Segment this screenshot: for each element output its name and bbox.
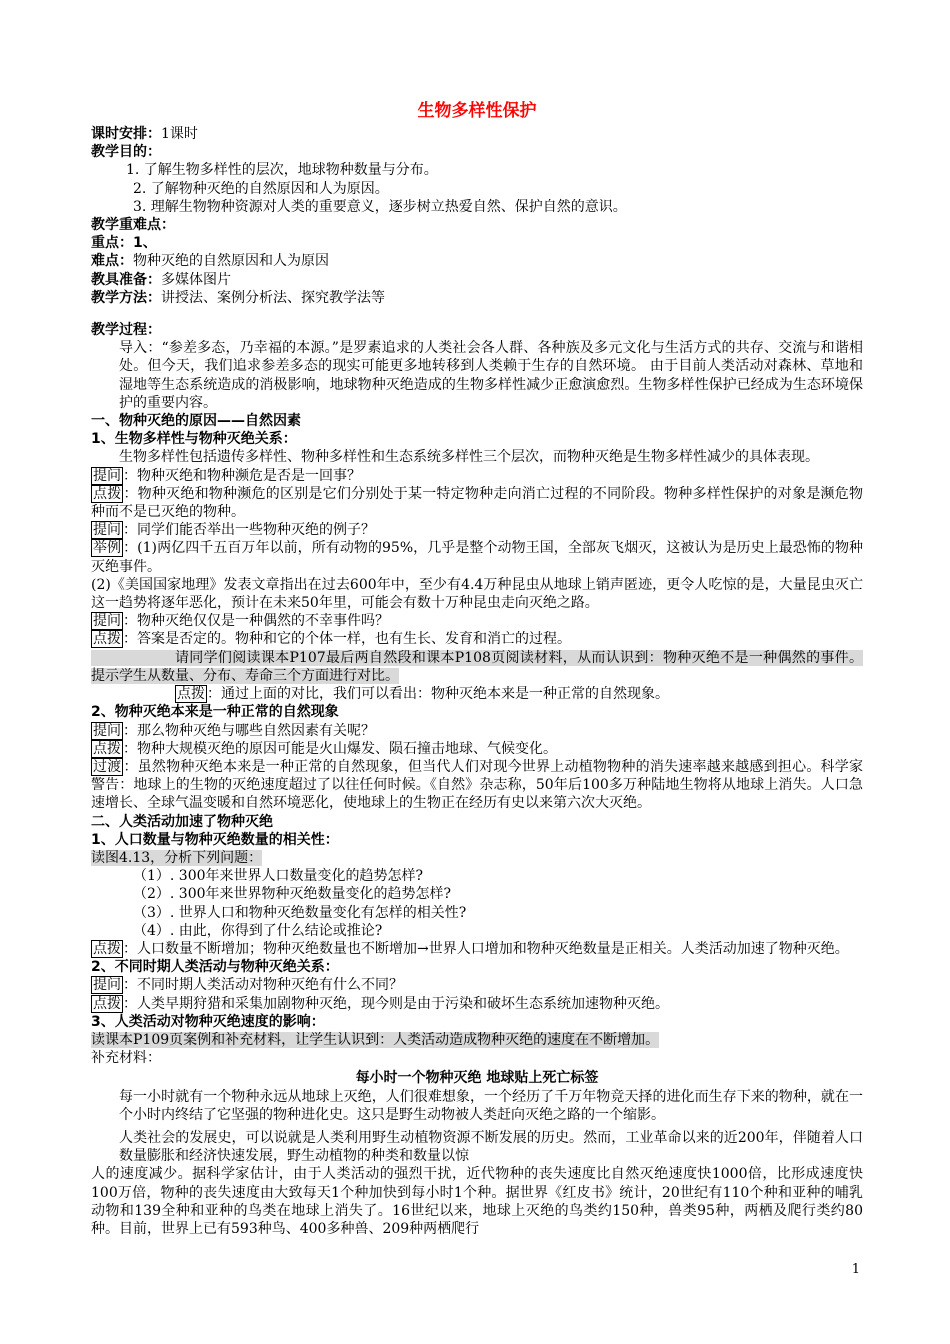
supplement-title: 每小时一个物种灭绝 地球贴上死亡标签 bbox=[355, 1070, 599, 1087]
objective-item: 3. 理解生物物种资源对人类的重要意义，逐步树立热爱自然、保护自然的意识。 bbox=[133, 198, 627, 215]
process-label: 教学过程： bbox=[91, 322, 161, 339]
section-1-title: 一、物种灭绝的原因——自然因素 bbox=[91, 413, 301, 430]
objective-item: 2. 了解物种灭绝的自然原因和人为原因。 bbox=[133, 180, 389, 197]
question-line: 提问 ：不同时期人类活动对物种灭绝有什么不同？ bbox=[93, 977, 403, 994]
intro-paragraph: 导入：“参差多态，乃幸福的本源。”是罗素追求的人类社会各人群、各种族及多元文化与生活方式的共存、交流与和谐相处。但今天，我们追求参差多态的现实可能更多地转移到人类赖于生存的自然环境。 由于目前人类活动对森林、草地和湿地等生态系统造成的消极影响，地球物种灭绝造成的生物多样性减少正愈演愈烈。生物多样性保护已经成为生态环境保护的重要内容。 bbox=[119, 340, 863, 411]
hint-line: 点拨 ：物种灭绝和物种濒危的区别是它们分别处于某一特定物种走向消亡过程的不同阶段。物种多样性保护的对象是濒危物种而不是已灭绝的物种。 bbox=[91, 485, 863, 521]
question-line: 提问 ：物种灭绝和物种濒危是否是一回事？ bbox=[93, 467, 361, 484]
section-1-sub-1: 1、生物多样性与物种灭绝关系： bbox=[91, 431, 297, 448]
example-line: 举例 ：(1)两亿四千五百万年以前，所有动物的95%，几乎是整个动物王国，全部灰飞烟灭，这被认为是历史上最恐怖的物种灭绝事件。 bbox=[91, 540, 863, 575]
hint-line: 点拨 ：通过上面的对比，我们可以看出：物种灭绝本来是一种正常的自然现象。 bbox=[177, 686, 669, 703]
section-2-title: 二、人类活动加速了物种灭绝 bbox=[91, 813, 273, 830]
page-number: 1 bbox=[851, 1262, 860, 1277]
example-line-2: (2)《美国国家地理》发表文章指出在过去600年中，至少有4.4万种昆虫从地球上销声匿迹，更令人吃惊的是，大量昆虫灭亡这一趋势将逐年恶化，预计在未来50年里，可能会有数十万种昆虫走向灭绝之路。 bbox=[91, 576, 863, 612]
objective-item: 1. 了解生物多样性的层次，地球物种数量与分布。 bbox=[126, 162, 438, 179]
section-2-sub-3: 3、人类活动对物种灭绝速度的影响： bbox=[91, 1013, 325, 1030]
supplement-paragraph: 每一小时就有一个物种永远从地球上灭绝，人们很难想象，一个经历了千万年物竞天择的进化而生存下来的物种，就在一个小时内终结了它坚强的物种进化史。这只是野生动物被人类赶向灭绝之路的一个缩影。 bbox=[119, 1088, 863, 1123]
supplement-paragraph: 人的速度减少。据科学家估计，由于人类活动的强烈干扰，近代物种的丧失速度比自然灭绝速度快1000倍，比形成速度快100万倍，物种的丧失速度由大致每天1个种加快到每小时1个种。据世界《红皮书》统计，20世纪有110个种和亚种的哺乳动物和139全种和亚种的鸟类在地球上消失了。16世纪以来，地球上灭绝的鸟类约150种，兽类95种，两栖及爬行类约80种。目前，世界上已有593种鸟、400多种兽、209种两栖爬行 bbox=[91, 1166, 863, 1237]
section-2-sub-1: 1、人口数量与物种灭绝数量的相关性： bbox=[91, 831, 339, 848]
supplement-paragraph: 人类社会的发展史，可以说就是人类利用野生动植物资源不断发展的历史。然而，工业革命以来的近200年，伴随着人口数量膨胀和经济快速发展，野生动植物的种类和数量以惊 bbox=[119, 1129, 863, 1165]
teaching-methods: 教学方法：讲授法、案例分析法、探究教学法等 bbox=[91, 289, 385, 306]
section-1-sub-2: 2、物种灭绝本来是一种正常的自然现象 bbox=[91, 704, 339, 721]
figure-question: （1）. 300年来世界人口数量变化的趋势怎样? bbox=[133, 868, 424, 885]
figure-question: （4）. 由此，你得到了什么结论或推论? bbox=[133, 922, 383, 939]
question-line: 提问 ：同学们能否举出一些物种灭绝的例子？ bbox=[93, 522, 375, 539]
spacer bbox=[91, 307, 863, 321]
question-line: 提问 ：那么物种灭绝与哪些自然因素有关呢？ bbox=[93, 722, 375, 739]
hint-line: 点拨 ：人类早期狩猎和采集加剧物种灭绝，现今则是由于污染和破坏生态系统加速物种灭绝。 bbox=[93, 995, 669, 1012]
objectives-label: 教学目的： bbox=[91, 144, 161, 161]
supplement-label: 补充材料： bbox=[91, 1050, 161, 1067]
reading-task: 读课本P109页案例和补充材料，让学生认识到：人类活动造成物种灭绝的速度在不断增加。 bbox=[91, 1031, 660, 1048]
hint-line: 点拨 ：物种大规模灭绝的原因可能是火山爆发、陨石撞击地球、气候变化。 bbox=[93, 740, 557, 757]
hint-line: 点拨 ：人口数量不断增加；物种灭绝数量也不断增加→世界人口增加和物种灭绝数量是正相关。人类活动加速了物种灭绝。 bbox=[93, 940, 849, 957]
figure-task: 读图4.13，分析下列问题： bbox=[91, 849, 263, 866]
transition-paragraph: 过渡 ：虽然物种灭绝本来是一种正常的自然现象，但当代人们对现今世界上动植物物种的消失速率越来越感到担心。科学家警告：地球上的生物的灭绝速度超过了以往任何时候。《自然》杂志称，50年后100多万种陆地生物将从地球上消失。人口急速增长、全球气温变暖和自然环境恶化，使地球上的生物正在经历有史以来第六次大灭绝。 bbox=[91, 758, 863, 812]
difficult-point: 难点：物种灭绝的自然原因和人为原因 bbox=[91, 253, 329, 270]
document-body bbox=[91, 98, 863, 1238]
hint-line: 点拨 ：答案是否定的。物种和它的个体一样，也有生长、发育和消亡的过程。 bbox=[93, 631, 571, 648]
document-title: 生物多样性保护 bbox=[417, 101, 537, 121]
figure-question: （2）. 300年来世界物种灭绝数量变化的趋势怎样? bbox=[133, 886, 452, 903]
teaching-tools: 教具准备：多媒体图片 bbox=[91, 271, 231, 288]
key-difficult-label: 教学重难点： bbox=[91, 217, 175, 234]
key-point: 重点：1、 bbox=[91, 235, 157, 252]
figure-question: （3）. 世界人口和物种灭绝数量变化有怎样的相关性? bbox=[133, 904, 467, 921]
reading-task: 请同学们阅读课本P107最后两自然段和课本P108页阅读材料，从而认识到：物种灭绝不是一种偶然的事件。提示学生从数量、分布、寿命三个方面进行对比。 bbox=[91, 649, 863, 684]
section-2-sub-2: 2、不同时期人类活动与物种灭绝关系： bbox=[91, 959, 339, 976]
question-line: 提问 ：物种灭绝仅仅是一种偶然的不幸事件吗？ bbox=[93, 613, 389, 630]
section-1-paragraph: 生物多样性包括遗传多样性、物种多样性和生态系统多样性三个层次，而物种灭绝是生物多样性减少的具体表现。 bbox=[119, 449, 819, 466]
lesson-time: 课时安排：1课时 bbox=[91, 126, 198, 142]
